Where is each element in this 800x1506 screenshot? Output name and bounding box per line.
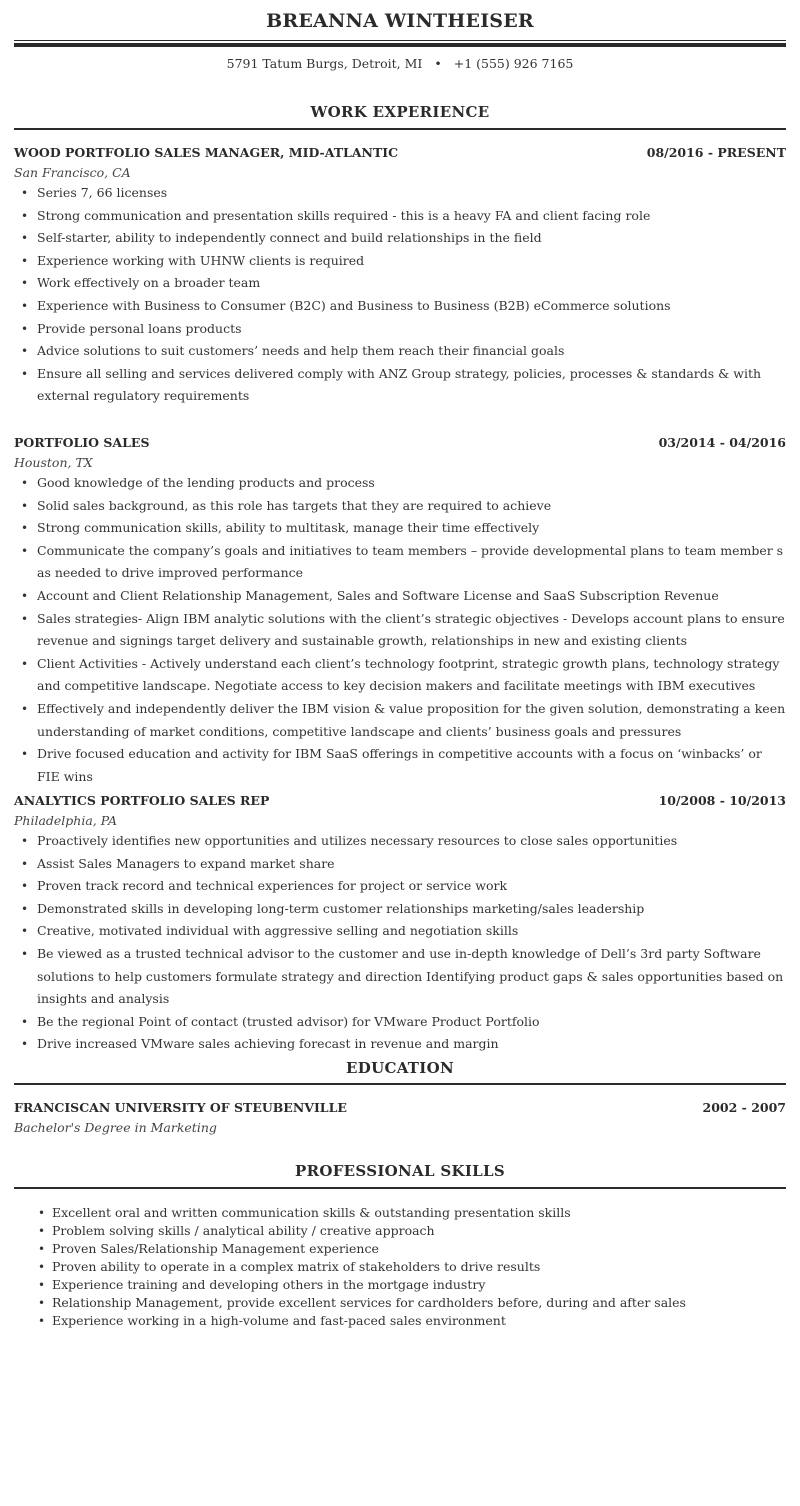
list-item: • Proven Sales/Relationship Management experience [38,1240,786,1258]
education-heading: EDUCATION [346,1059,454,1077]
list-item: • Communicate the company’s goals and initiatives to team members – provide developmental plans to team member s as needed to drive improved performance [14,540,786,585]
education-dates: 2002 - 2007 [702,1100,786,1115]
job-title: ANALYTICS PORTFOLIO SALES REP [14,793,270,808]
job-location: Philadelphia, PA [14,813,118,828]
education-rule [14,1083,786,1085]
skills-heading: PROFESSIONAL SKILLS [295,1162,505,1180]
list-item: • Account and Client Relationship Management, Sales and Software License and SaaS Subscription Revenue [14,585,786,608]
contact-line [0,56,800,71]
list-item: • Advice solutions to suit customers’ needs and help them reach their financial goals [14,340,786,363]
job-location: Houston, TX [14,455,93,470]
job-header [14,793,786,811]
job-header [14,145,786,163]
skills-list [38,1204,786,1330]
list-item: • Experience working in a high-volume and fast-paced sales environment [38,1312,786,1330]
list-item: • Series 7, 66 licenses [14,182,786,205]
header-rule-thin [14,40,786,41]
list-item: • Work effectively on a broader team [14,272,786,295]
job-header [14,435,786,453]
list-item: • Assist Sales Managers to expand market share [14,853,786,876]
list-item: • Client Activities - Actively understand each client’s technology footprint, strategic growth plans, technology strategy and competitive landscape. Negotiate access to key decision makers and facilitate meetings with IBM executives [14,653,786,698]
job-dates: 08/2016 - PRESENT [646,145,786,160]
job-dates: 03/2014 - 04/2016 [658,435,786,450]
list-item: • Problem solving skills / analytical ability / creative approach [38,1222,786,1240]
list-item: • Drive increased VMware sales achieving forecast in revenue and margin [14,1033,786,1056]
job-location: San Francisco, CA [14,165,131,180]
list-item: • Self-starter, ability to independently connect and build relationships in the field [14,227,786,250]
job-title: PORTFOLIO SALES [14,435,150,450]
list-item: • Provide personal loans products [14,318,786,341]
school-name: FRANCISCAN UNIVERSITY OF STEUBENVILLE [14,1100,347,1115]
header-rule-thick [14,43,786,47]
list-item: • Relationship Management, provide excellent services for cardholders before, during and after sales [38,1294,786,1312]
work-experience-heading: WORK EXPERIENCE [310,103,490,121]
list-item: • Proactively identifies new opportunities and utilizes necessary resources to close sales opportunities [14,830,786,853]
candidate-name: BREANNA WINTHEISER [266,10,534,32]
list-item: • Be the regional Point of contact (trusted advisor) for VMware Product Portfolio [14,1011,786,1034]
list-item: • Experience training and developing others in the mortgage industry [38,1276,786,1294]
job-title: WOOD PORTFOLIO SALES MANAGER, MID-ATLANTIC [14,145,399,160]
phone: +1 (555) 926 7165 [453,56,574,71]
list-item: • Ensure all selling and services delivered comply with ANZ Group strategy, policies, processes & standards & with external regulatory requirements [14,363,786,408]
contact-separator: • [434,56,442,71]
list-item: • Demonstrated skills in developing long-term customer relationships marketing/sales leadership [14,898,786,921]
job-bullets [14,472,786,788]
job-entry [14,793,786,1056]
education-entry [14,1100,786,1137]
job-entry [14,145,786,408]
list-item: • Effectively and independently deliver the IBM vision & value proposition for the given solution, demonstrating a keen understanding of market conditions, competitive landscape and clients’ business goals and pressures [14,698,786,743]
list-item: • Solid sales background, as this role has targets that they are required to achieve [14,495,786,518]
skills-rule [14,1187,786,1189]
list-item: • Be viewed as a trusted technical advisor to the customer and use in-depth knowledge of Dell’s 3rd party Software solutions to help customers formulate strategy and direction Identifying product gaps & sales opportunities based on insights and analysis [14,943,786,1011]
education-header [14,1100,786,1118]
list-item: • Creative, motivated individual with aggressive selling and negotiation skills [14,920,786,943]
job-bullets [14,830,786,1056]
degree: Bachelor's Degree in Marketing [14,1120,217,1135]
list-item: • Experience working with UHNW clients is required [14,250,786,273]
job-bullets [14,182,786,408]
address: 5791 Tatum Burgs, Detroit, MI [226,56,423,71]
list-item: • Good knowledge of the lending products and process [14,472,786,495]
list-item: • Proven track record and technical experiences for project or service work [14,875,786,898]
list-item: • Strong communication skills, ability to multitask, manage their time effectively [14,517,786,540]
list-item: • Proven ability to operate in a complex matrix of stakeholders to drive results [38,1258,786,1276]
list-item: • Drive focused education and activity for IBM SaaS offerings in competitive accounts with a focus on ‘winbacks’ or FIE wins [14,743,786,788]
list-item: • Strong communication and presentation skills required - this is a heavy FA and client facing role [14,205,786,228]
list-item: • Sales strategies- Align IBM analytic solutions with the client’s strategic objectives - Develops account plans to ensure revenue and signings target delivery and sustainable growth, relationships in new and existing clients [14,608,786,653]
list-item: • Excellent oral and written communication skills & outstanding presentation skills [38,1204,786,1222]
list-item: • Experience with Business to Consumer (B2C) and Business to Business (B2B) eCommerce solutions [14,295,786,318]
work-experience-rule [14,128,786,130]
job-entry [14,435,786,788]
job-dates: 10/2008 - 10/2013 [658,793,786,808]
